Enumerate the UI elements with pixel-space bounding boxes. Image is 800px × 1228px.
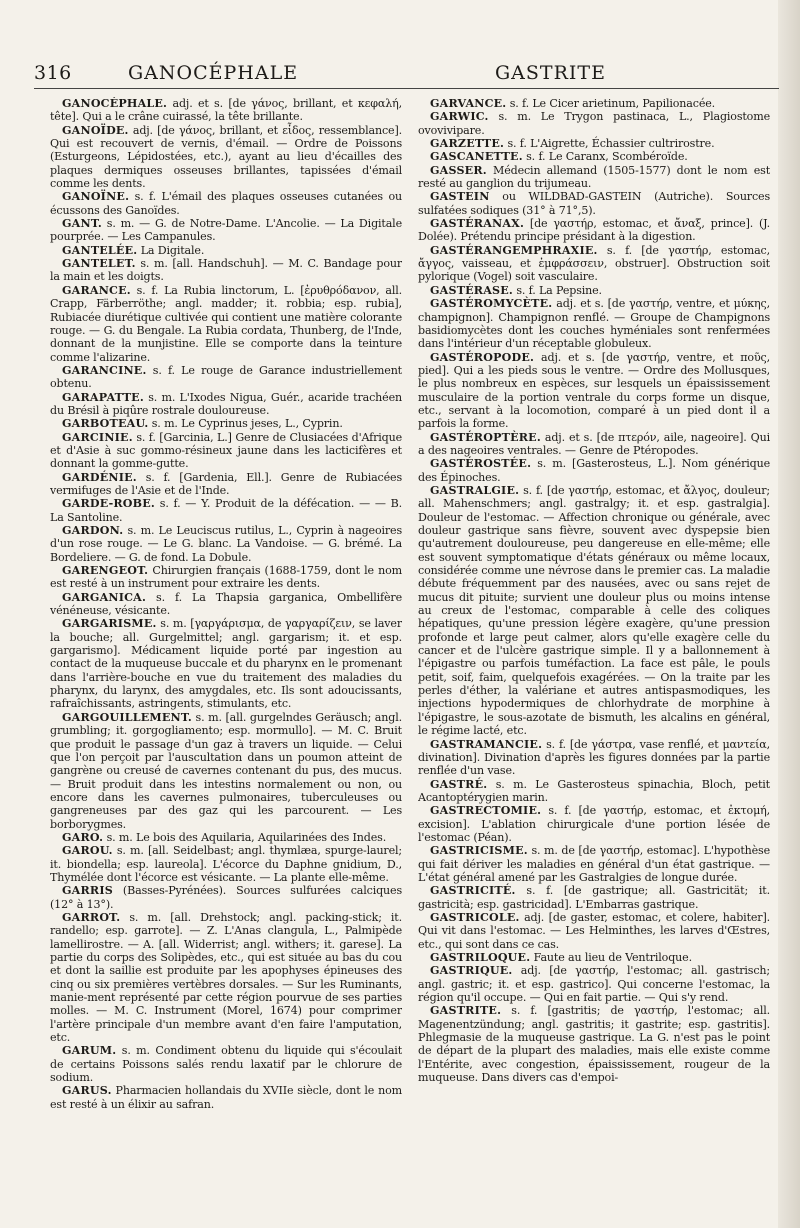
entry-definition: s. m. Le Leuciscus rutilus, L., Cyprin à nageoires d'un rose rouge. — Le G. blanc. La Vandoise. — G. brémé. La Bordeliere. — G. de fond. La Dobule. — [50, 524, 402, 564]
dictionary-entry — [50, 524, 402, 564]
entry-definition: s. f. [de γαστήρ, estomac, et ἄλγος, douleur; all. Mahenschmers; angl. gastralgy; it. et esp. gastralgia]. Douleur de l'estomac. — Affection chronique ou générale, avec douleur gastrique sans fièvre, souvent avec dyspepsie bien qu'autrement douloureuse, peu dangereuse en elle-même; elle est souvent symptomatique d'états généraux ou même locaux, considérée comme une névrose dans le premier cas. La maladie débute fréquemment par des nausées, avec ou sans rejet de mucus dit pituite; survient une douleur plus ou moins intense au creux de l'estomac, comparable à celle des coliques hépatiques, qu'une pression légère exagère, qu'une pression profonde et large peut calmer, alors qu'elle exagère celle du cancer et de l'ulcère gastrique simple. Il y a ballonnement à l'épigastre ou parfois tuméfaction. La face est pâle, le pouls petit, soif, faim, quelquefois exagérées. — On la traite par les perles d'éther, la valériane et autres antispasmodiques, les injections hypodermiques de chlorhydrate de morphine à l'épigastre, le sous-azotate de bismuth, les alcalins en général, le régime lacté, etc. — [418, 483, 770, 738]
entry-definition: s. m. [all. Handschuh]. — M. C. Bandage pour la main et les doigts. — [50, 257, 402, 284]
dictionary-entry — [50, 257, 402, 284]
entry-definition: s. m. Le bois des Aquilaria, Aquilarinées des Indes. — [103, 830, 387, 844]
dictionary-entry — [418, 778, 770, 805]
dictionary-entry — [418, 804, 770, 844]
page-edge — [778, 0, 800, 1228]
entry-headword: GARDÉNIE. — [62, 470, 137, 484]
entry-headword: GARO. — [62, 830, 104, 844]
entry-definition: s. f. La Rubia linctorum, L. [ἐρυθρόδανον, all. Crapp, Färberröthe; angl. madder; it. robbia; esp. rubia], Rubiacée diurétique cultivée qui contient une matière colorante rouge. — G. du Bengale. La Rubia cordata, Thunberg, de l'Inde, donnant de la munjistine. Elle se comporte dans la teinture comme l'alizarine. — [50, 283, 402, 364]
dictionary-entry — [50, 417, 402, 430]
entry-definition: adj. et s. [de γαστήρ, ventre, et ποῦς, pied]. Qui a les pieds sous le ventre. — Ordre des Mollusques, le plus nombreux en espèces, sur lesquels un épaississement musculaire de la portion ventrale du corps forme un disque, etc., servant à la locomotion, comparé à un pied dont il a parfois la forme. — [418, 350, 770, 431]
entry-headword: GASTRICISME. — [430, 844, 528, 858]
entry-definition: s. m. L'Ixodes Nigua, Guér., acaride trachéen du Brésil à piqûre rostrale douloureuse. — [50, 390, 402, 417]
entry-definition: [de γαστήρ, estomac, et ἄναξ, prince]. (J. Dolée). Prétendu principe présidant à la digestion. — [418, 217, 770, 244]
entry-headword: GARENGEOT. — [62, 564, 149, 578]
entry-definition: s. f. L'émail des plaques osseuses cutanées ou écussons des Ganoïdes. — [50, 190, 402, 217]
dictionary-entry — [418, 844, 770, 884]
entry-definition: s. m. Le Cyprinus jeses, L., Cyprin. — [148, 417, 343, 431]
entry-headword: GASTRIQUE. — [430, 964, 513, 978]
dictionary-entry — [50, 284, 402, 364]
entry-headword: GASTÉRASE. — [430, 283, 513, 297]
dictionary-entry — [50, 364, 402, 391]
entry-definition: s. f. [Gardenia, Ell.]. Genre de Rubiacées vermifuges de l'Asie et de l'Inde. — [50, 470, 402, 497]
entry-definition: Faute au lieu de Ventriloque. — [530, 951, 692, 964]
dictionary-entry — [50, 1084, 402, 1111]
entry-headword: GASTRECTOMIE. — [430, 804, 542, 818]
dictionary-entry — [418, 244, 770, 284]
dictionary-entry — [50, 431, 402, 471]
entry-definition: s. m. [Gasterosteus, L.]. Nom générique des Épinoches. — [418, 457, 770, 484]
entry-headword: GASTRICITÉ. — [430, 884, 516, 898]
entry-definition: s. m. [all. Seidelbast; angl. thymlæa, spurge-laurel; it. biondella; esp. laureola]. L'écorce du Daphne gnidium, D., Thymélée dont l'écorce est vésicante. — La plante elle-même. — [50, 844, 402, 884]
entry-headword: GASTRAMANCIE. — [430, 737, 543, 751]
entry-headword: GASTRICOLE. — [430, 910, 520, 924]
entry-definition: s. f. [de γαστήρ, estomac, ἄγγος, vaisseau, et ἐμφράσσειν, obstruer]. Obstruction soit pylorique (Vogel) soit vasculaire. — [418, 243, 770, 284]
dictionary-entry — [418, 1004, 770, 1084]
entry-headword: GASTÉROPTÈRE. — [430, 430, 541, 444]
entry-definition: La Digitale. — [137, 243, 205, 257]
dictionary-entry — [50, 911, 402, 1044]
entry-headword: GANOCÉPHALE. — [62, 97, 168, 110]
dictionary-entry — [50, 244, 402, 257]
entry-headword: GARANCE. — [62, 283, 131, 297]
entry-headword: GARUS. — [62, 1084, 112, 1098]
entry-headword: GARGANICA. — [62, 590, 147, 604]
entry-headword: GARGOUILLEMENT. — [62, 710, 192, 724]
dictionary-entry — [418, 97, 770, 110]
entry-definition: s. f. [de γαστήρ, estomac, et ἐκτομή, excision]. L'ablation chirurgicale d'une portion lésée de l'estomac (Péan). — [418, 804, 770, 844]
entry-definition: Médecin allemand (1505-1577) dont le nom est resté au ganglion du trijumeau. — [418, 163, 770, 191]
entry-definition: adj. [de γαστήρ, l'estomac; all. gastrisch; angl. gastric; it. et esp. gastrico]. Qui concerne l'estomac, la région qu'il occupe. — Qui en fait partie. — Qui s'y rend. — [418, 964, 770, 1005]
entry-headword: GANOÏDE. — [62, 123, 129, 137]
entry-definition: adj. et s. [de γαστήρ, ventre, et μύκης, champignon]. Champignon renflé. — Groupe de Champignons basidiomycètes dont les couches hyméniales sont renfermées dans l'intérieur d'un réceptable globuleux. — [418, 297, 770, 351]
entry-headword: GARBOTEAU. — [62, 417, 149, 431]
dictionary-entry — [418, 217, 770, 244]
dictionary-entry — [50, 391, 402, 418]
entry-definition: Pharmacien hollandais du XVIIe siècle, dont le nom est resté à un élixir au safran. — [50, 1084, 402, 1111]
dictionary-entry — [50, 190, 402, 217]
dictionary-entry — [50, 564, 402, 591]
entry-headword: GARVANCE. — [430, 97, 507, 110]
entry-definition: s. m. de [de γαστήρ, estomac]. L'hypothèse qui fait dériver les maladies en général d'un état gastrique. — L'état général amené par les Gastralgies de longue durée. — [418, 844, 770, 884]
entry-definition: s. f. — Y. Produit de la défécation. — — B. La Santoline. — [50, 497, 402, 524]
entry-headword: GASTEIN — [430, 190, 490, 204]
entry-definition: s. f. Le Caranx, Scombéroïde. — [522, 150, 688, 164]
entry-definition: s. f. Le rouge de Garance industriellement obtenu. — [50, 363, 402, 391]
left-running-head: GANOCÉPHALE — [128, 62, 299, 84]
entry-headword: GASTRALGIE. — [430, 483, 520, 497]
page-number: 316 — [34, 62, 72, 84]
entry-definition: adj. [de gaster, estomac, et colere, habiter]. Qui vit dans l'estomac. — Les Helminthes, les larves d'Œstres, etc., qui sont dans ce cas. — [418, 910, 770, 951]
entry-definition: adj. et s. [de πτερόν, aile, nageoire]. Qui a des nageoires ventrales. — Genre de Ptéropodes. — [418, 430, 770, 457]
entry-headword: GASCANETTE. — [430, 150, 523, 164]
left-column — [50, 97, 402, 1212]
dictionary-entry — [418, 137, 770, 150]
dictionary-entry — [50, 217, 402, 244]
dictionary-entry — [418, 190, 770, 217]
header-rule — [34, 88, 779, 89]
dictionary-entry — [418, 911, 770, 951]
entry-headword: GASTÉROSTÉE. — [430, 457, 532, 471]
entry-definition: s. f. [Garcinia, L.] Genre de Clusiacées d'Afrique et d'Asie à suc gommo-résineux jaune dans les lacticifères et donnant la gomme-gutte. — [50, 430, 402, 471]
dictionary-entry — [50, 591, 402, 618]
entry-headword: GARWIC. — [430, 110, 489, 124]
dictionary-entry — [418, 284, 770, 297]
dictionary-entry — [418, 964, 770, 1004]
dictionary-entry — [418, 884, 770, 911]
entry-headword: GARANCINE. — [62, 363, 147, 377]
entry-headword: GARRIS — [62, 884, 113, 898]
entry-headword: GASTÉROPODE. — [430, 350, 535, 364]
dictionary-entry — [418, 484, 770, 738]
entry-definition: s. m. [γαργάρισμα, de γαργαρίζειν, se laver la bouche; all. Gurgelmittel; angl. gargarism; it. et esp. gargarismo]. Médicament liquide porté par ingestion au contact de la muqueuse buccale et du pharynx en le promenant dans l'arrière-bouche en vue du traitement des maladies du pharynx, du larynx, des amygdales, etc. Ils sont adoucissants, rafraîchissants, astringents, stimulants, etc. — [50, 617, 402, 711]
dictionary-entry — [418, 738, 770, 778]
entry-headword: GARDON. — [62, 524, 124, 537]
dictionary-entry — [418, 110, 770, 137]
entry-headword: GARDE-ROBE. — [62, 497, 155, 511]
entry-definition: ou WILDBAD-GASTEIN (Autriche). Sources sulfatées sodiques (31° à 71°,5). — [418, 190, 770, 217]
entry-definition: s. f. [de γάστρα, vase renflé, et μαντεία, divination]. Divination d'après les figures données par la partie renflée d'un vase. — [418, 737, 770, 778]
right-running-head: GASTRITE — [495, 62, 606, 84]
dictionary-entry — [50, 884, 402, 911]
dictionary-entry — [418, 164, 770, 191]
dictionary-entry — [50, 831, 402, 844]
entry-headword: GARAPATTE. — [62, 390, 144, 404]
entry-headword: GANOÏNE. — [62, 190, 130, 204]
dictionary-entry — [418, 297, 770, 350]
dictionary-entry — [50, 711, 402, 831]
entry-definition: s. f. L'Aigrette, Échassier cultrirostre. — [504, 137, 715, 151]
entry-headword: GARUM. — [62, 1044, 117, 1058]
entry-headword: GANTELET. — [62, 257, 136, 271]
entry-headword: GASTÉROMYCÈTE. — [430, 297, 553, 311]
entry-headword: GASTÉRANAX. — [430, 217, 525, 231]
dictionary-entry — [418, 150, 770, 163]
entry-definition: s. m. Le Gasterosteus spinachia, Bloch, petit Acantoptérygien marin. — [418, 777, 770, 804]
entry-definition: s. m. [all. Drehstock; angl. packing-stick; it. randello; esp. garrote]. — Z. L'Anas clangula, L., Palmipède lamellirostre. — A. [all. Widerrist; angl. withers; it. garese]. La partie du corps des Solipèdes, etc., qui est située au bas du cou et dont la saillie est produite par les apophyses épineuses des cinq ou six premières vertèbres dorsales. — Sur les Ruminants, manie-ment représenté par cette région pourvue de ses parties molles. — M. C. Instrument (Morel, 1674) pour comprimer l'artère principale d'un membre avant d'en faire l'amputation, etc. — [50, 910, 402, 1045]
entry-definition: s. f. [de gastrique; all. Gastricität; it. gastricità; esp. gastricidad]. L'Embarras gastrique. — [418, 884, 770, 911]
entry-definition: s. m. [all. gurgelndes Geräusch; angl. grumbling; it. gorgogliamento; esp. mormullo]. — M. C. Bruit que produit le passage d'un gaz à travers un liquide. — Celui que l'on perçoit par l'auscultation dans un poumon atteint de gangrène ou creusé de cavernes contenant du pus, des mucus. — Bruit produit dans les intestins normalement ou non, ou encore dans les cavernes pulmonaires, tuberculeuses ou gangreneuses par des gaz qui les parcourent. — Les borborygmes. — [50, 710, 402, 831]
entry-headword: GASTRILOQUE. — [430, 951, 531, 964]
entry-definition: s. f. La Thapsia garganica, Ombellifère vénéneuse, vésicante. — [50, 590, 402, 618]
entry-headword: GARGARISME. — [62, 617, 157, 631]
entry-definition: s. m. Le Trygon pastinaca, L., Plagiostome ovovivipare. — [418, 110, 770, 137]
entry-headword: GAROU. — [62, 844, 113, 858]
entry-headword: GARROT. — [62, 910, 121, 924]
entry-headword: GANTELÉE. — [62, 243, 138, 257]
entry-definition: s. m. — G. de Notre-Dame. L'Ancolie. — La Digitale pourprée. — Les Campanules. — [50, 217, 402, 244]
right-column — [418, 97, 770, 1212]
entry-definition: adj. [de γάνος, brillant, et εἶδος, ressemblance]. Qui est recouvert de vernis, d'émail. — Ordre de Poissons (Esturgeons, Lépidostées, etc.), ayant au lieu d'écailles des plaques dermiques osseuses brillantes, tapissées d'émail comme les dents. — [50, 123, 402, 191]
entry-definition: adj. et s. [de γάνος, brillant, et κεφαλή, tête]. Qui a le crâne cuirassé, la tête brillante. — [50, 97, 402, 124]
dictionary-entry — [50, 97, 402, 124]
entry-headword: GARZETTE. — [430, 137, 505, 151]
dictionary-entry — [418, 431, 770, 458]
dictionary-entry — [50, 497, 402, 524]
entry-headword: GANT. — [62, 217, 102, 231]
entry-headword: GARCINIE. — [62, 430, 133, 444]
dictionary-entry — [50, 617, 402, 710]
entry-headword: GASTRÉ. — [430, 777, 488, 791]
entry-definition: (Basses-Pyrénées). Sources sulfurées calciques (12° à 13°). — [50, 884, 402, 911]
entry-definition: s. m. Condiment obtenu du liquide qui s'écoulait de certains Poissons salés rendu laxatif par le chlorure de sodium. — [50, 1044, 402, 1085]
entry-definition: s. f. [gastritis; de γαστήρ, l'estomac; all. Magenentzündung; angl. gastritis; it gastrite; esp. gastritis]. Phlegmasie de la muqueuse gastrique. La G. n'est pas le point de départ de la plupart des maladies, mais elle existe comme l'Entérite, avec congestion, épaississement, rougeur de la muqueuse. Dans divers cas d'empoi- — [418, 1004, 770, 1085]
entry-definition: s. f. La Pepsine. — [512, 283, 602, 297]
dictionary-entry — [50, 124, 402, 191]
dictionary-entry — [50, 471, 402, 498]
dictionary-entry — [50, 1044, 402, 1084]
dictionary-entry — [418, 351, 770, 431]
entry-headword: GASTÉRANGEMPHRAXIE. — [430, 243, 598, 257]
entry-headword: GASTRITE. — [430, 1004, 502, 1018]
entry-definition: Chirurgien français (1688-1759, dont le nom est resté à un instrument pour extraire les dents. — [50, 564, 402, 591]
dictionary-entry — [50, 844, 402, 884]
dictionary-entry — [418, 457, 770, 484]
entry-headword: GASSER. — [430, 163, 487, 177]
entry-definition: s. f. Le Cicer arietinum, Papilionacée. — [506, 97, 716, 110]
dictionary-entry — [418, 951, 770, 964]
